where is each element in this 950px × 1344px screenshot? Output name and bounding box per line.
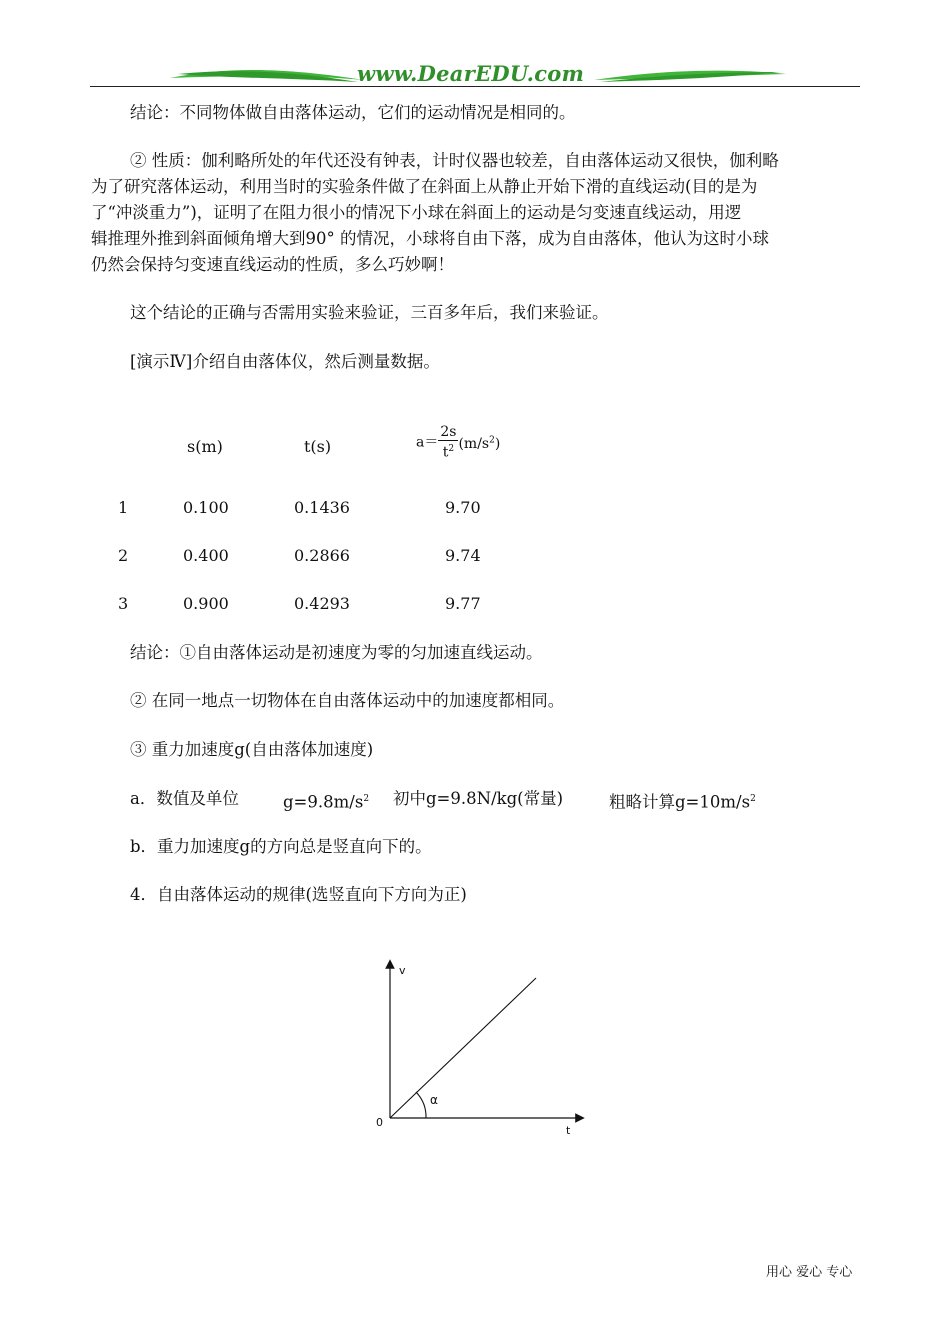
item-a-value-1 xyxy=(283,786,369,816)
table-header-t: t(s) xyxy=(304,437,332,456)
paragraph-nature-line-2: 为了研究落体运动，利用当时的实验条件做了在斜面上从静止开始下滑的直线运动(目的是为 xyxy=(91,177,758,196)
row-t: 0.1436 xyxy=(294,498,350,517)
row-number: 3 xyxy=(118,594,129,613)
velocity-line xyxy=(390,978,536,1118)
row-number: 1 xyxy=(118,498,129,517)
row-s: 0.400 xyxy=(183,546,229,565)
a-unit-sup: 2 xyxy=(489,435,495,446)
section-4-heading: 4．自由落体运动的规律(选竖直向下方向为正) xyxy=(130,885,467,904)
paragraph-verification: 这个结论的正确与否需用实验来验证，三百多年后，我们来验证。 xyxy=(130,303,609,322)
row-t: 0.4293 xyxy=(294,594,350,613)
item-a-label: a．数值及单位 xyxy=(130,789,239,808)
row-t: 0.2866 xyxy=(294,546,350,565)
a-prefix: a＝ xyxy=(416,434,439,451)
origin-label: 0 xyxy=(376,1116,383,1129)
a-unit xyxy=(458,436,500,452)
a-unit-close: ) xyxy=(494,436,501,453)
row-number: 2 xyxy=(118,546,129,565)
footer-text: 用心 爱心 专心 xyxy=(766,1265,853,1280)
paragraph-conclusion-1: 结论：不同物体做自由落体运动，它们的运动情况是相同的。 xyxy=(130,103,576,122)
velocity-time-graph xyxy=(370,958,600,1158)
g-rough-sup: 2 xyxy=(750,794,756,804)
y-axis-label: v xyxy=(399,964,406,977)
item-b: b．重力加速度g的方向总是竖直向下的。 xyxy=(130,837,432,856)
paragraph-nature-line-1: ② 性质：伽利略所处的年代还没有钟表，计时仪器也较差，自由落体运动又很快，伽利略 xyxy=(130,151,779,170)
site-logo-text: www.DearEDU.com xyxy=(357,61,585,86)
conclusion-2: ② 在同一地点一切物体在自由落体运动中的加速度都相同。 xyxy=(130,691,565,710)
angle-arc xyxy=(416,1092,426,1118)
angle-label: α xyxy=(430,1093,438,1107)
header-banner xyxy=(160,60,790,92)
g-value-sup: 2 xyxy=(363,794,370,804)
paragraph-demo: [演示Ⅳ]介绍自由落体仪，然后测量数据。 xyxy=(130,352,440,371)
conclusion-3: ③ 重力加速度g(自由落体加速度) xyxy=(130,740,374,759)
paragraph-nature-line-4: 辑推理外推到斜面倾角增大到90° 的情况，小球将自由下落，成为自由落体，他认为这时小球 xyxy=(91,229,769,248)
paragraph-nature-line-3: 了“冲淡重力”)，证明了在阻力很小的情况下小球在斜面上的运动是匀变速直线运动，用逻 xyxy=(91,203,742,222)
header-rule xyxy=(90,86,860,87)
row-s: 0.900 xyxy=(183,594,229,613)
a-unit-text: (m/s xyxy=(458,436,490,453)
paragraph-nature-line-5: 仍然会保持匀变速直线运动的性质，多么巧妙啊！ xyxy=(91,255,454,274)
g-rough-text: 粗略计算g=10m/s xyxy=(609,792,751,812)
a-fraction-numerator: 2s xyxy=(440,424,457,440)
a-fraction-denominator xyxy=(438,441,458,461)
row-a: 9.70 xyxy=(445,498,481,517)
row-s: 0.100 xyxy=(183,498,229,517)
row-a: 9.74 xyxy=(445,546,481,565)
g-value-text: g=9.8m/s xyxy=(283,792,364,812)
x-axis-label: t xyxy=(566,1124,571,1137)
table-header-a xyxy=(416,424,500,461)
conclusion-1: 结论：①自由落体运动是初速度为零的匀加速直线运动。 xyxy=(130,643,543,662)
row-a: 9.77 xyxy=(445,594,481,613)
item-a-value-2: 初中g=9.8N/kg(常量) xyxy=(393,789,564,808)
item-a-value-3 xyxy=(609,786,756,816)
a-den-base: t xyxy=(442,444,449,461)
a-fraction xyxy=(438,424,458,461)
table-header-s: s(m) xyxy=(187,437,223,456)
a-den-sup: 2 xyxy=(448,444,455,454)
